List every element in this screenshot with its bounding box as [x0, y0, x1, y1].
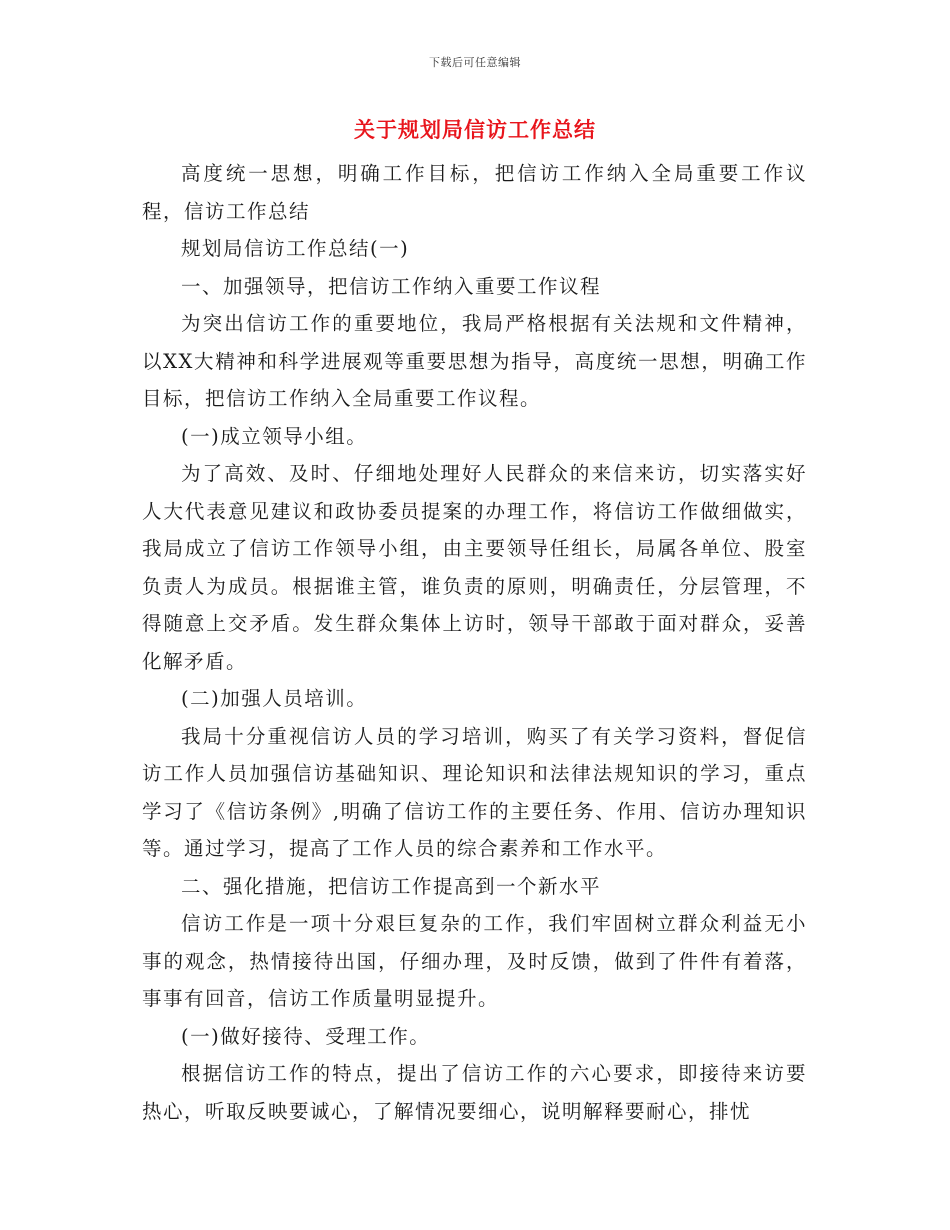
section-heading: 二、强化措施，把信访工作提高到一个新水平: [181, 874, 602, 898]
section-heading: 一、加强领导，把信访工作纳入重要工作议程: [181, 274, 602, 298]
paragraph: 为了高效、及时、仔细地处理好人民群众的来信来访，切实落实好人大代表意见建议和政协委员提案的办理工作，将信访工作做细做实，我局成立了信访工作领导小组，由主要领导任组长，局属各单位、股室负责人为成员。根据谁主管，谁负责的原则，明确责任，分层管理，不得随意上交矛盾。发生群众集体上访时，领导干部敢于面对群众，妥善化解矛盾。: [142, 462, 807, 673]
subsection-heading: (二)加强人员培训。: [181, 687, 368, 710]
paragraph: 根据信访工作的特点，提出了信访工作的六心要求，即接待来访要热心，听取反映要诚心，了解情况要细心，说明解释要耐心，排忧: [142, 1062, 807, 1123]
subsection-heading: (一)成立领导小组。: [181, 424, 368, 448]
paragraph: 高度统一思想，明确工作目标，把信访工作纳入全局重要工作议程，信访工作总结: [142, 162, 807, 223]
document-body: [142, 155, 807, 1130]
document-title: 关于规划局信访工作总结: [354, 117, 596, 142]
paragraph: 信访工作是一项十分艰巨复杂的工作，我们牢固树立群众利益无小事的观念，热情接待出国，仔细办理，及时反馈，做到了件件有着落，事事有回音，信访工作质量明显提升。: [142, 912, 807, 1010]
header-note: 下载后可任意编辑: [429, 56, 521, 69]
paragraph: 我局十分重视信访人员的学习培训，购买了有关学习资料，督促信访工作人员加强信访基础知识、理论知识和法律法规知识的学习，重点学习了《信访条例》,明确了信访工作的主要任务、作用、信访办理知识等。通过学习，提高了工作人员的综合素养和工作水平。: [142, 724, 807, 860]
paragraph: 规划局信访工作总结(一): [181, 237, 410, 260]
paragraph: 为突出信访工作的重要地位，我局严格根据有关法规和文件精神，以XX大精神和科学进展观等重要思想为指导，高度统一思想，明确工作目标，把信访工作纳入全局重要工作议程。: [142, 312, 807, 410]
subsection-heading: (一)做好接待、受理工作。: [181, 1024, 431, 1048]
